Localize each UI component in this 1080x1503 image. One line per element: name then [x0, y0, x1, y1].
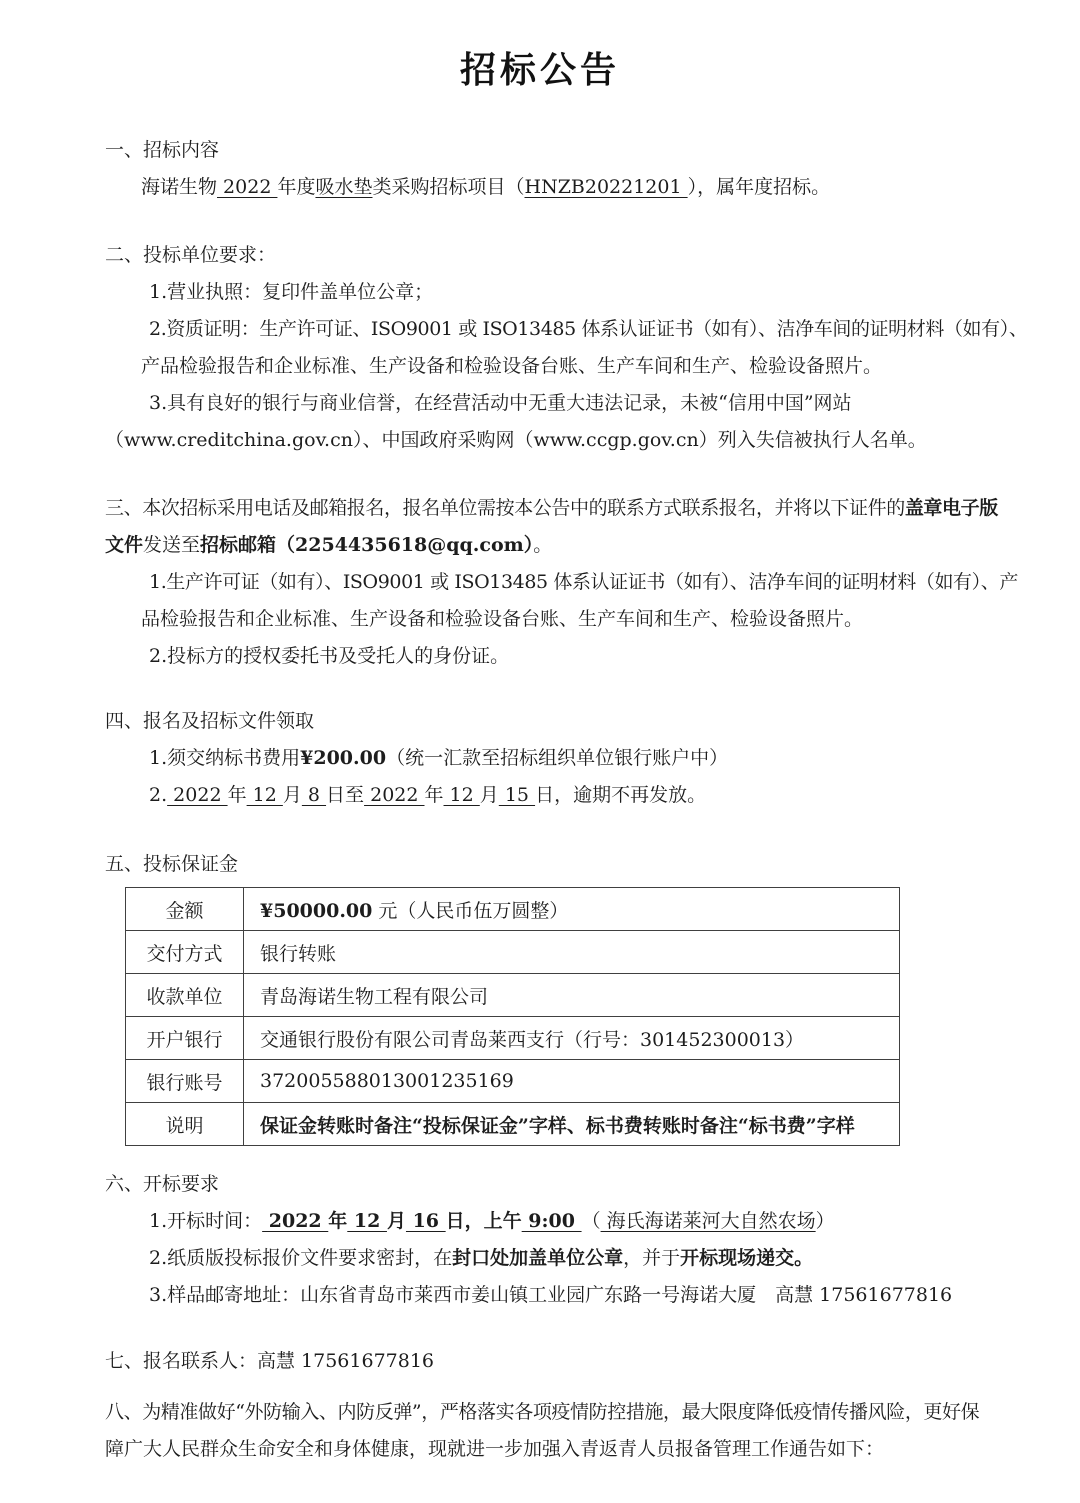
section-epidemic-notice [105, 1394, 980, 1468]
bold-underlined-day: 16 [405, 1210, 446, 1232]
text-run: 2. [149, 784, 168, 806]
table-row-note [126, 1103, 900, 1146]
section-registration-method [105, 490, 1018, 675]
bold-note: 保证金转账时备注“投标保证金”字样、标书费转账时备注“标书费”字样 [260, 1114, 855, 1137]
bold-run: 日，上午 [445, 1210, 522, 1232]
section-1-heading: 一、招标内容 [105, 139, 220, 161]
row-label: 交付方式 [126, 931, 244, 974]
text-run: 青岛海诺生物工程有限公司 [260, 985, 489, 1008]
text-run: 日至 [326, 784, 365, 806]
text-run: 日，逾期不再发放。 [535, 784, 707, 806]
section-1-body-line [105, 169, 975, 206]
text-run: 年 [424, 784, 444, 806]
text-run: 年度 [277, 176, 316, 198]
text-run: ），属年度招标。 [687, 176, 831, 198]
bold-run: 月 [386, 1210, 406, 1232]
section-tender-content [105, 132, 975, 206]
section-4-item-1 [105, 740, 975, 777]
text-run: 1.须交纳标书费用 [149, 747, 301, 769]
bold-underlined-year: 2022 [262, 1210, 329, 1232]
table-row-amount [126, 888, 900, 931]
bold-underlined-month: 12 [347, 1210, 387, 1232]
section-4-heading: 四、报名及招标文件领取 [105, 710, 315, 732]
row-value [244, 931, 900, 974]
underlined-start-month: 12 [246, 784, 283, 806]
row-label: 说明 [126, 1103, 244, 1146]
section-3-item-2: 2.投标方的授权委托书及受托人的身份证。 [149, 645, 510, 667]
text-run: 372005588013001235169 [260, 1070, 514, 1092]
row-value [244, 974, 900, 1017]
bold-stamped-electronic-copy: 盖章电子版 [904, 497, 998, 519]
table-row-bank [126, 1017, 900, 1060]
section-5-heading: 五、投标保证金 [105, 853, 239, 875]
section-4-item-2 [105, 777, 975, 814]
text-run: ，并于 [623, 1247, 681, 1269]
text-run: 。 [533, 534, 553, 556]
row-label: 金额 [126, 888, 244, 931]
section-bid-opening-requirements [105, 1166, 975, 1314]
row-value [244, 1103, 900, 1146]
bold-onsite-submission: 开标现场递交。 [680, 1247, 814, 1269]
bold-files: 文件 [105, 534, 144, 556]
row-label: 开户银行 [126, 1017, 244, 1060]
underlined-end-year: 2022 [364, 784, 425, 806]
bold-amount: ¥50000.00 [260, 899, 373, 922]
row-label: 银行账号 [126, 1060, 244, 1103]
section-2-item-2-line-1: 2.资质证明：生产许可证、ISO9001 或 ISO13485 体系认证证书（如有）、洁净车间的证明材料（如有）、 [149, 318, 1028, 340]
text-run: 2.纸质版投标报价文件要求密封，在 [149, 1247, 453, 1269]
bold-underlined-time: 9:00 [521, 1210, 582, 1232]
text-run: 发送至 [143, 534, 201, 556]
table-row-payee [126, 974, 900, 1017]
section-6-heading: 六、开标要求 [105, 1173, 220, 1195]
section-bidder-requirements [105, 237, 1028, 459]
text-run: 年 [227, 784, 247, 806]
section-contact-person [105, 1343, 975, 1380]
section-3-item-1-line-2: 品检验报告和企业标准、生产设备和检验设备台账、生产车间和生产、检验设备照片。 [141, 608, 864, 630]
bid-bond-table [125, 887, 900, 1146]
document-title: 招标公告 [459, 49, 620, 90]
section-8-line-2: 障广大人民群众生命安全和身体健康，现就进一步加强入青返青人员报备管理工作通告如下： [105, 1438, 885, 1460]
section-2-item-1: 1.营业执照：复印件盖单位公章； [149, 281, 434, 303]
section-7-heading: 七、报名联系人：高慧 17561677816 [105, 1350, 435, 1372]
section-3-body-line-2 [105, 527, 975, 564]
underlined-end-day: 15 [498, 784, 536, 806]
text-run: （统一汇款至招标组织单位银行账户中） [386, 747, 729, 769]
text-run: 元（人民币伍万圆整） [372, 899, 569, 922]
text-run: ） [815, 1210, 835, 1232]
section-3-body-line-1 [105, 490, 998, 527]
text-run: 交通银行股份有限公司青岛莱西支行（行号：301452300013） [260, 1028, 805, 1051]
underlined-start-day: 8 [301, 784, 327, 806]
underlined-product-type: 吸水垫 [315, 176, 373, 198]
underlined-end-month: 12 [443, 784, 480, 806]
tender-announcement-document [0, 48, 1080, 1503]
bold-tender-email: 招标邮箱（2254435618@qq.com） [200, 534, 534, 556]
text-run: 三、本次招标采用电话及邮箱报名，报名单位需按本公告中的联系方式联系报名，并将以下证件的 [105, 497, 905, 519]
section-6-item-2 [105, 1240, 975, 1277]
section-2-item-3-line-2: （www.creditchina.gov.cn）、中国政府采购网（www.ccgp.gov.cn）列入失信被执行人名单。 [105, 429, 927, 451]
section-document-collection [105, 703, 975, 814]
bold-document-fee: ¥200.00 [300, 747, 387, 769]
bold-seal-requirement: 封口处加盖单位公章 [452, 1247, 624, 1269]
section-6-item-1 [105, 1203, 975, 1240]
section-6-item-3: 3.样品邮寄地址：山东省青岛市莱西市姜山镇工业园广东路一号海诺大厦 高慧 17561677816 [149, 1284, 953, 1306]
section-bid-bond [105, 846, 975, 1146]
bold-run: 年 [328, 1210, 348, 1232]
text-run: 银行转账 [260, 942, 337, 965]
underlined-year: 2022 [217, 176, 278, 198]
table-row-account-number [126, 1060, 900, 1103]
text-run: 月 [282, 784, 302, 806]
table-row-payment-method [126, 931, 900, 974]
section-2-item-2-line-2: 产品检验报告和企业标准、生产设备和检验设备台账、生产车间和生产、检验设备照片。 [141, 355, 883, 377]
text-run: （ [581, 1210, 601, 1232]
section-2-heading: 二、投标单位要求： [105, 244, 277, 266]
underlined-project-code: HNZB20221201 [524, 176, 688, 198]
row-value [244, 888, 900, 931]
section-3-item-1-line-1: 1.生产许可证（如有）、ISO9001 或 ISO13485 体系认证证书（如有）、洁净车间的证明材料（如有）、产 [149, 571, 1018, 593]
section-2-item-3-line-1: 3.具有良好的银行与商业信誉，在经营活动中无重大违法记录，未被“信用中国”网站 [149, 392, 852, 414]
text-run: 1.开标时间： [149, 1210, 263, 1232]
row-label: 收款单位 [126, 974, 244, 1017]
text-run: 类采购招标项目（ [372, 176, 525, 198]
underlined-venue: 海氏海诺莱河大自然农场 [600, 1210, 816, 1232]
text-run: 月 [479, 784, 499, 806]
section-8-line-1: 八、为精准做好“外防输入、内防反弹”，严格落实各项疫情防控措施，最大限度降低疫情传播风险，更好保 [105, 1401, 980, 1423]
text-run: 海诺生物 [141, 176, 218, 198]
row-value [244, 1060, 900, 1103]
underlined-start-year: 2022 [167, 784, 228, 806]
row-value [244, 1017, 900, 1060]
